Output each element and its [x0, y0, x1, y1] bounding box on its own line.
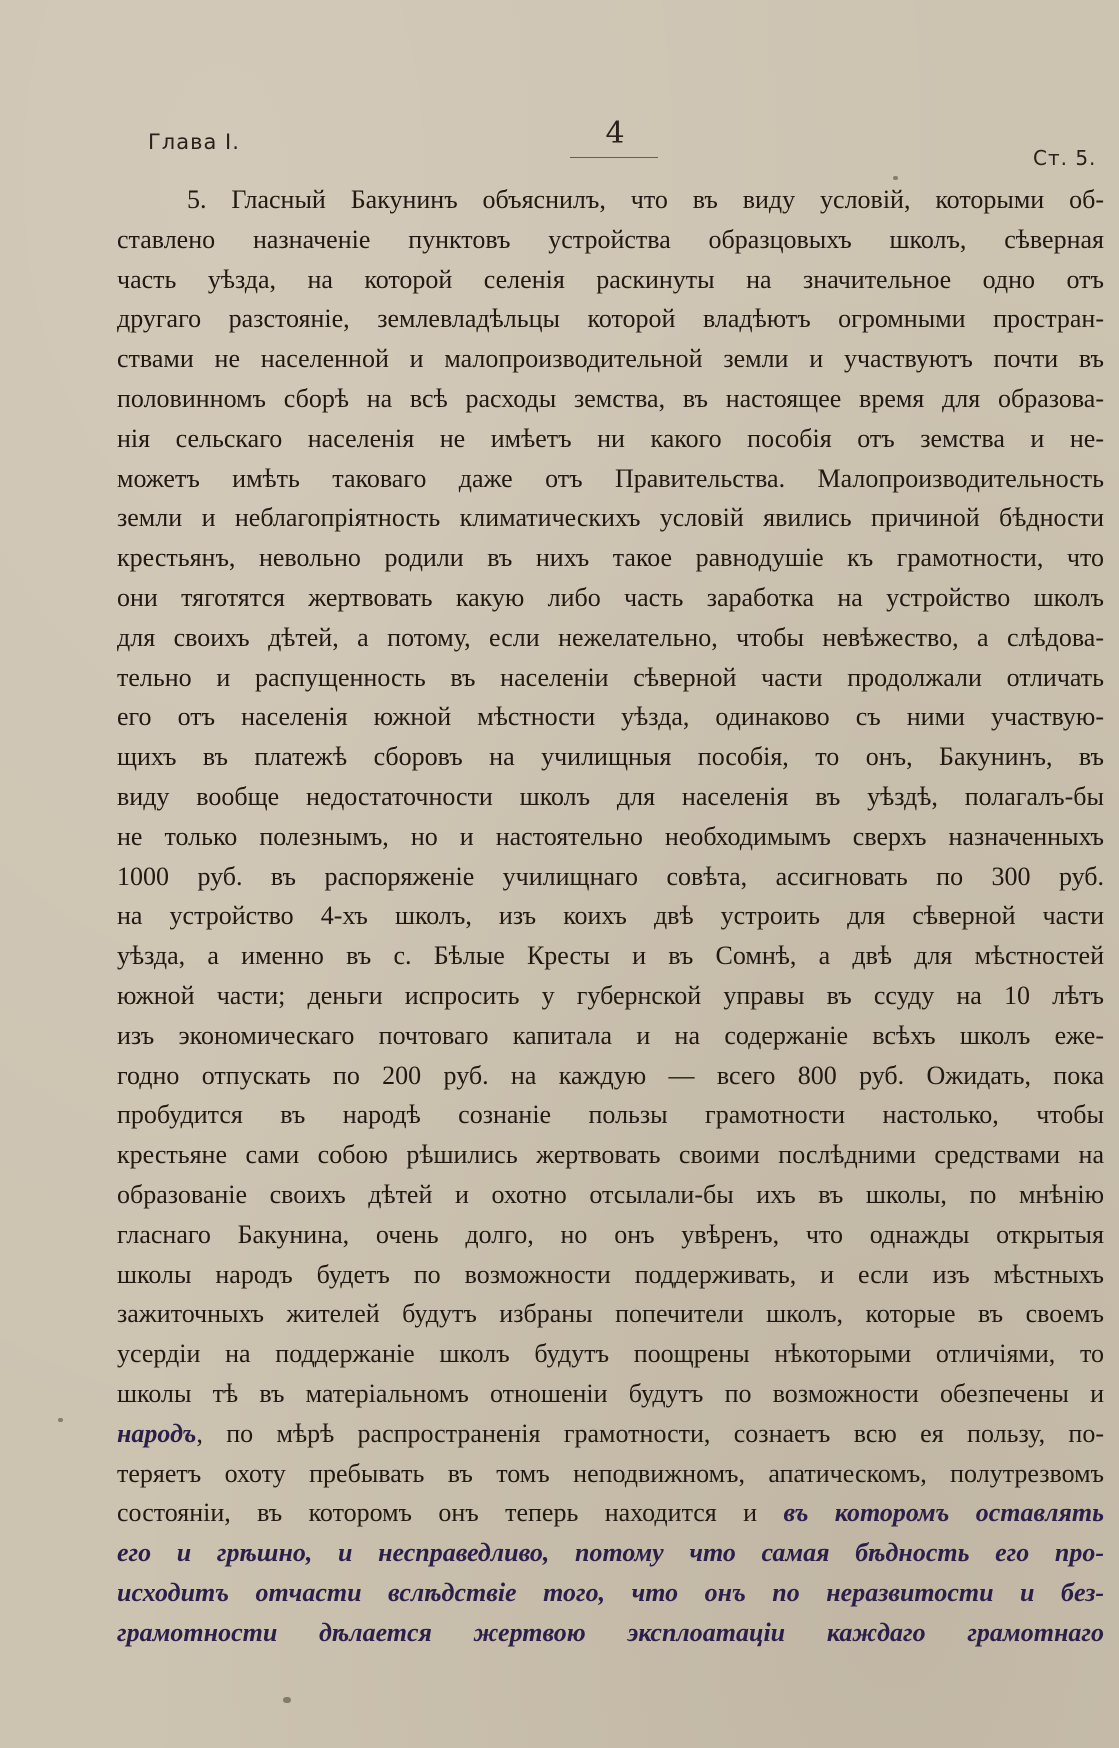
page-header — [0, 0, 1119, 170]
text-line: земли и неблагопріятность климатическихъ условій явились причиной бѣдности — [117, 503, 1104, 533]
text-run: состояніи, въ которомъ онъ теперь находится и — [117, 1498, 784, 1528]
page-number: 4 — [605, 116, 625, 151]
text-line: уѣзда, а именно въ с. Бѣлые Кресты и въ Сомнѣ, а двѣ для мѣстностей — [117, 941, 1104, 971]
paragraph-5 — [117, 180, 1104, 1652]
text-line: 5. Гласный Бакунинъ объяснилъ, что въ виду условій, которыми об- — [187, 185, 1104, 214]
text-line — [117, 1573, 1104, 1613]
text-line: крестьянъ, невольно родили въ нихъ такое равнодушіе къ грамотности, что — [117, 543, 1104, 573]
text-line: его отъ населенія южной мѣстности уѣзда, одинаково съ ними участвую- — [117, 702, 1104, 732]
text-line: не только полезнымъ, но и настоятельно необходимымъ сверхъ назначенныхъ — [117, 821, 1104, 851]
text-line — [117, 1533, 1104, 1573]
italic-emphasis: его и грѣшно, и несправедливо, потому что самая бѣдность его про- — [117, 1538, 1104, 1568]
italic-emphasis: народъ — [117, 1418, 197, 1448]
text-line: южной части; деньги испросить у губернской управы въ ссуду на 10 лѣтъ — [117, 980, 1104, 1010]
text-line: они тяготятся жертвовать какую либо часть заработка на устройство школъ — [117, 582, 1104, 612]
text-line: нія сельскаго населенія не имѣетъ ни какого пособія отъ земства и не- — [117, 423, 1104, 453]
text-line: ствами не населенной и малопроизводительной земли и участвуютъ почти въ — [117, 344, 1104, 374]
text-line: годно отпускать по 200 руб. на каждую — всего 800 руб. Ожидать, пока — [117, 1060, 1104, 1090]
text-line: образованіе своихъ дѣтей и охотно отсылали-бы ихъ въ школы, по мнѣнію — [117, 1179, 1104, 1209]
column-label: Ст. 5. — [1033, 146, 1097, 170]
text-line: часть уѣзда, на которой селенія раскинуты на значительное одно отъ — [117, 264, 1104, 294]
text-line: крестьяне сами собою рѣшились жертвовать своими послѣдними средствами на — [117, 1140, 1104, 1170]
text-line: 1000 руб. въ распоряженіе училищнаго совѣта, ассигновать по 300 руб. — [117, 861, 1104, 891]
text-line: половинномъ сборѣ на всѣ расходы земства, въ настоящее время для образова- — [117, 383, 1104, 413]
header-rule — [570, 157, 658, 158]
text-line: ставлено назначеніе пунктовъ устройства образцовыхъ школъ, сѣверная — [117, 224, 1104, 254]
italic-emphasis: грамотности дѣлается жертвою эксплоатаціи каждаго грамотнаго — [117, 1617, 1104, 1647]
text-line: пробудится въ народѣ сознаніе пользы грамотности настолько, чтобы — [117, 1100, 1104, 1130]
text-line — [117, 1493, 1104, 1533]
text-line — [117, 1414, 1104, 1454]
text-line: можетъ имѣть таковаго даже отъ Правительства. Малопроизводительность — [117, 463, 1104, 493]
text-line: усердіи на поддержаніе школъ будутъ поощрены нѣкоторыми отличіями, то — [117, 1339, 1104, 1369]
text-line: теряетъ охоту пребывать въ томъ неподвижномъ, апатическомъ, полутрезвомъ — [117, 1458, 1104, 1488]
text-line: школы тѣ въ матеріальномъ отношеніи будутъ по возможности обезпечены и — [117, 1378, 1104, 1408]
text-run: , по мѣрѣ распространенія грамотности, сознаетъ всю ея пользу, по- — [196, 1418, 1104, 1448]
text-line: щихъ въ платежѣ сборовъ на училищныя пособія, то онъ, Бакунинъ, въ — [117, 742, 1104, 772]
text-line: гласнаго Бакунина, очень долго, но онъ увѣренъ, что однажды открытыя — [117, 1219, 1104, 1249]
ink-speck — [893, 176, 898, 180]
chapter-label: Глава I. — [148, 130, 240, 154]
text-line: для своихъ дѣтей, а потому, если нежелательно, чтобы невѣжество, а слѣдова- — [117, 622, 1104, 652]
ink-mark — [283, 1697, 291, 1703]
text-line: изъ экономическаго почтоваго капитала и на содержаніе всѣхъ школъ еже- — [117, 1020, 1104, 1050]
ink-speck — [58, 1418, 63, 1422]
text-line: тельно и распущенность въ населеніи сѣверной части продолжали отличать — [117, 662, 1104, 692]
italic-emphasis: исходитъ отчасти вслѣдствіе того, что онъ по неразвитости и без- — [117, 1577, 1104, 1607]
text-line — [117, 1613, 1104, 1653]
text-line: виду вообще недостаточности школъ для населенія въ уѣздѣ, полагалъ-бы — [117, 781, 1104, 811]
italic-emphasis: въ которомъ оставлять — [783, 1498, 1104, 1528]
text-line: на устройство 4-хъ школъ, изъ коихъ двѣ устроить для сѣверной части — [117, 901, 1104, 931]
text-line: школы народъ будетъ по возможности поддерживать, и если изъ мѣстныхъ — [117, 1259, 1104, 1289]
text-line: зажиточныхъ жителей будутъ избраны попечители школъ, которые въ своемъ — [117, 1299, 1104, 1329]
text-line: другаго разстояніе, землевладѣльцы которой владѣютъ огромными простран- — [117, 304, 1104, 334]
